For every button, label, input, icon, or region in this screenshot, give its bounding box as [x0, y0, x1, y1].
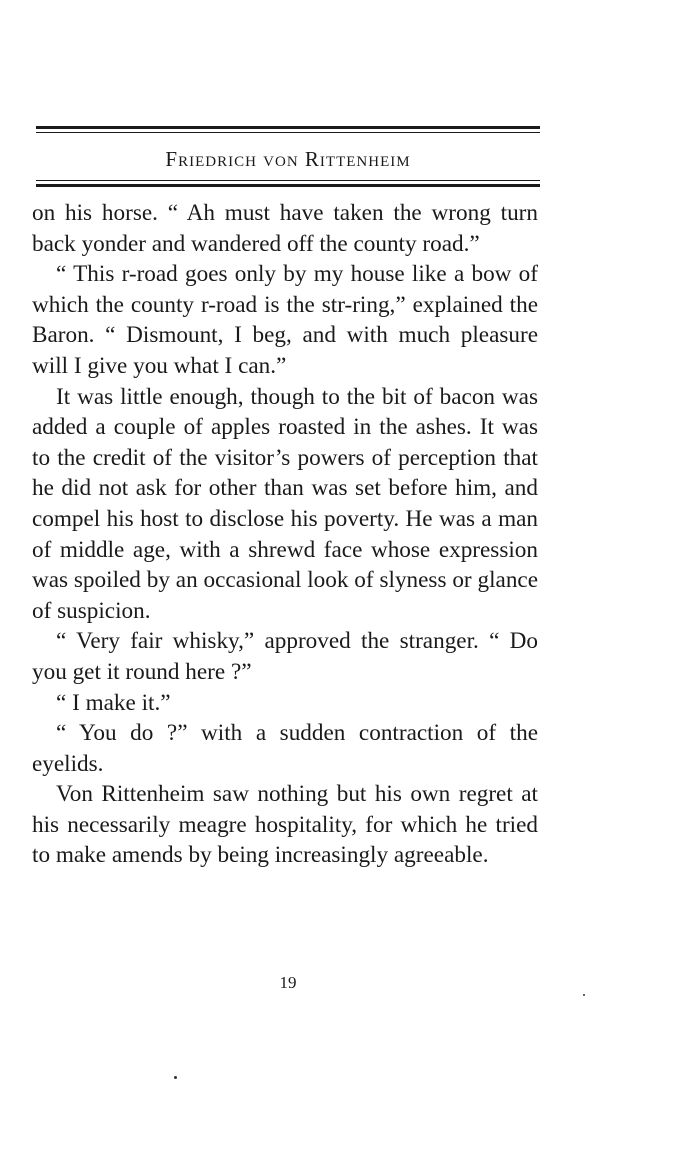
- body-text: [32, 198, 538, 871]
- ink-speck: [583, 994, 585, 996]
- paragraph: “ I make it.”: [56, 689, 171, 716]
- paragraph: “ You do ?” with a sudden contraction of the eyelids.: [32, 720, 538, 777]
- paragraph: Von Rittenheim saw nothing but his own regret at his necessarily meagre hospitality, for which he tried to make amends by being increasingly agreeable.: [32, 781, 538, 869]
- page-number: 19: [279, 973, 297, 992]
- paragraph: It was little enough, though to the bit of bacon was added a couple of apples roasted in the ashes. It was to the credit of the visitor’s powers of perception that he did not ask for other than was set before him, and compel his host to disclose his poverty. He was a man of middle age, with a shrewd face whose expression was spoiled by an occasional look of slyness or glance of suspicion.: [32, 383, 538, 624]
- header-rule-top: [36, 126, 540, 133]
- paragraph: “ This r-road goes only by my house like a bow of which the county r-road is the str-ring,” explained the Baron. “ Dismount, I beg, and with much pleasure will I give you what I can.”: [32, 261, 538, 379]
- scan-artifact: [0, 0, 200, 14]
- running-head: Friedrich von Rittenheim: [165, 147, 411, 171]
- paragraph: on his horse. “ Ah must have taken the wrong turn back yonder and wandered off the county road.”: [32, 200, 538, 257]
- ink-speck: [174, 1076, 177, 1079]
- header-rule-bottom: [36, 180, 540, 187]
- paragraph: “ Very fair whisky,” approved the stranger. “ Do you get it round here ?”: [32, 628, 538, 685]
